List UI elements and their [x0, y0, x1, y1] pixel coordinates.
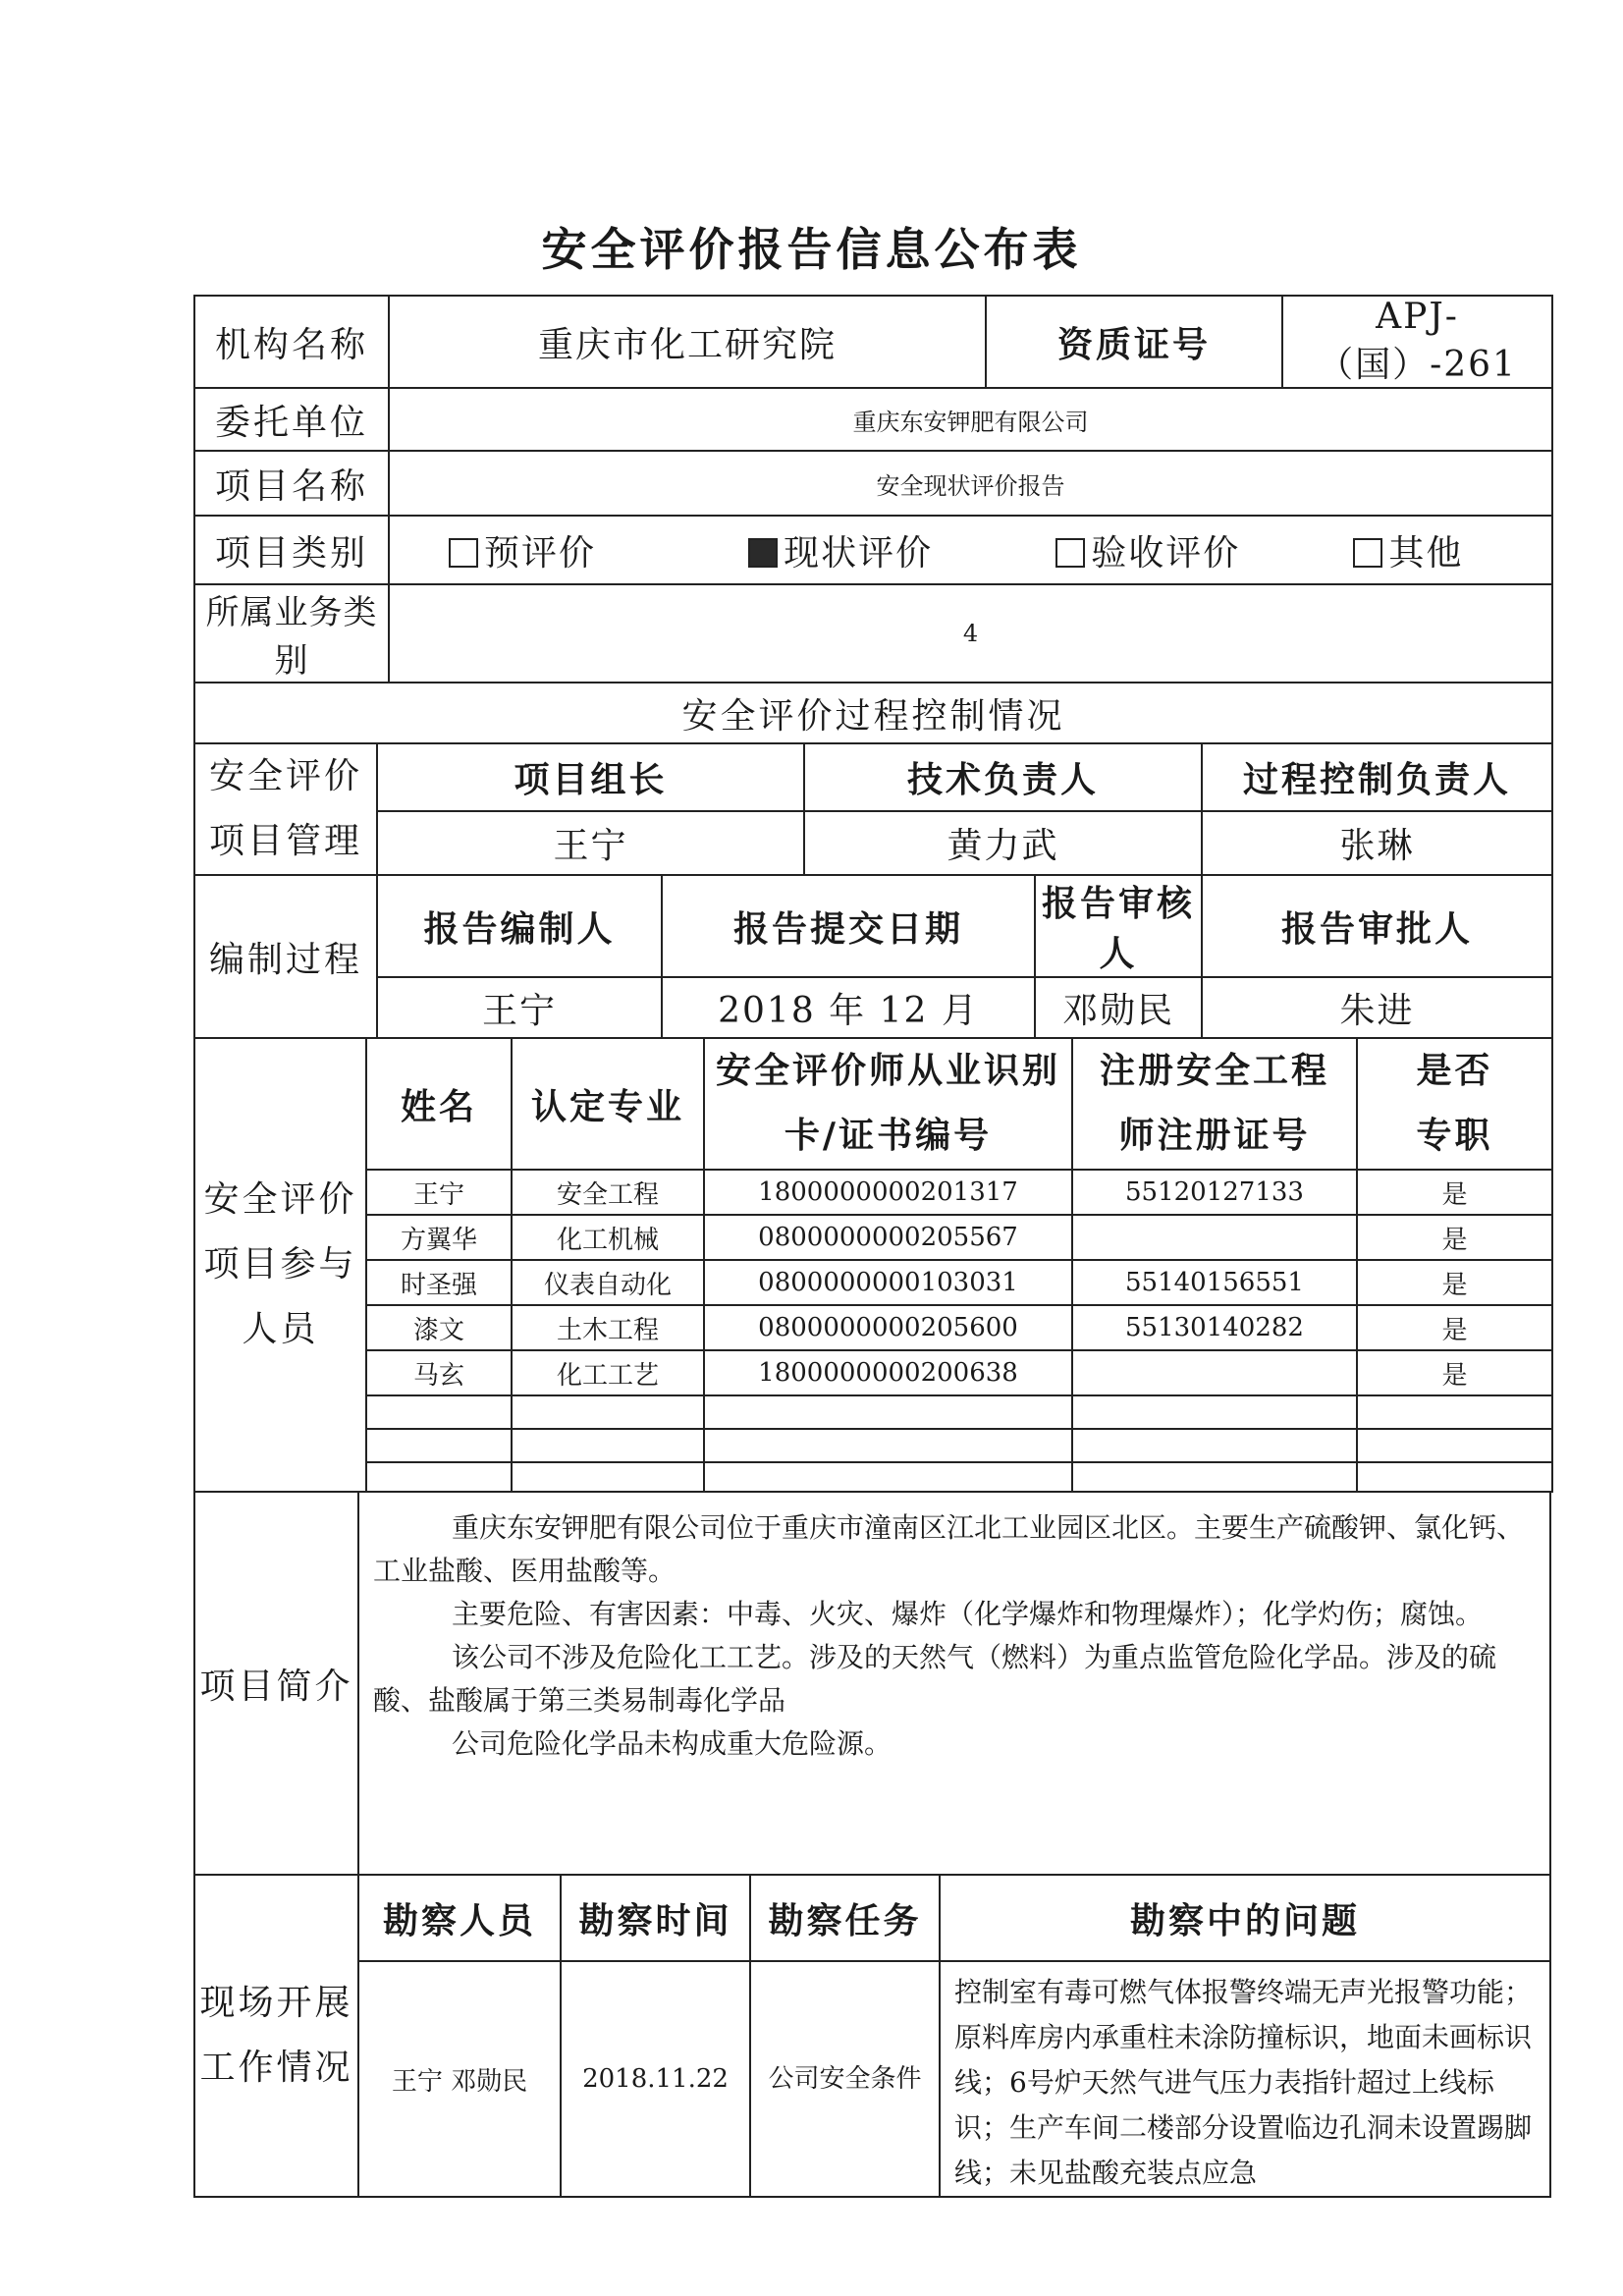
- participant-major: [512, 1429, 704, 1462]
- site-label-line-1: 现场开展: [199, 1983, 353, 2023]
- participant-name: [366, 1462, 512, 1492]
- participant-card-no: [704, 1395, 1072, 1429]
- participants-table: [193, 1037, 1553, 1493]
- participant-reg-no: [1072, 1429, 1357, 1462]
- mgmt-value-control: 张琳: [1202, 811, 1552, 875]
- table-row: [194, 1350, 1552, 1395]
- site-task: 公司安全条件: [750, 1961, 940, 2197]
- site-problems: 控制室有毒可燃气体报警终端无声光报警功能；原料库房内承重柱未涂防撞标识，地面未画标识线；6号炉天然气进气压力表指针超过上线标识；生产车间二楼部分设置临边孔洞未设置踢脚线；未见盐酸充装点应急: [940, 1961, 1550, 2197]
- col-header-fulltime: 是否 专职: [1357, 1038, 1552, 1170]
- intro-table: [193, 1491, 1551, 1876]
- participant-fulltime: 是: [1357, 1260, 1552, 1305]
- compile-header-author: 报告编制人: [377, 875, 662, 977]
- compile-header-date: 报告提交日期: [662, 875, 1035, 977]
- compile-value-author: 王宁: [377, 977, 662, 1038]
- participant-fulltime: [1357, 1462, 1552, 1492]
- category-option-other[interactable]: 其他: [1353, 525, 1463, 575]
- table-row: [194, 1462, 1552, 1492]
- intro-label: 项目简介: [194, 1492, 358, 1875]
- table-row: [194, 1305, 1552, 1350]
- participant-major: [512, 1462, 704, 1492]
- basic-info-table: [193, 295, 1553, 744]
- col-header-major: 认定专业: [512, 1038, 704, 1170]
- checkbox-icon[interactable]: [1055, 538, 1085, 568]
- compile-value-approver: 朱进: [1202, 977, 1552, 1038]
- process-table: [193, 742, 1553, 1039]
- mgmt-label-line-2: 项目管理: [208, 821, 362, 861]
- participant-name: 马玄: [366, 1350, 512, 1395]
- participant-reg-no: [1072, 1462, 1357, 1492]
- participant-major: 土木工程: [512, 1305, 704, 1350]
- mgmt-label: [194, 743, 377, 875]
- participant-name: [366, 1395, 512, 1429]
- checkbox-icon[interactable]: [449, 538, 478, 568]
- participant-fulltime: 是: [1357, 1215, 1552, 1260]
- client-label: 委托单位: [194, 388, 389, 451]
- category-option-acceptance[interactable]: 验收评价: [1055, 525, 1240, 575]
- table-row: [194, 1429, 1552, 1462]
- intro-paragraph: 公司危险化学品未构成重大危险源。: [452, 1727, 893, 1760]
- table-row: [194, 1260, 1552, 1305]
- category-option-current[interactable]: 现状评价: [748, 525, 933, 575]
- org-label-cell: 机构名称: [194, 296, 389, 388]
- checkbox-icon[interactable]: [1353, 538, 1382, 568]
- participant-card-no: 1800000000201317: [704, 1170, 1072, 1215]
- participant-card-no: 0800000000205567: [704, 1215, 1072, 1260]
- intro-text: [358, 1492, 1550, 1875]
- table-row: [194, 1170, 1552, 1215]
- table-row: [194, 1395, 1552, 1429]
- mgmt-header-leader: 项目组长: [377, 743, 804, 811]
- participant-fulltime: [1357, 1395, 1552, 1429]
- category-options: [389, 516, 1552, 584]
- intro-paragraph: 该公司不涉及危险化工工艺。涉及的天然气（燃料）为重点监管危险化学品。涉及的硫酸、盐酸属于第三类易制毒化学品: [373, 1641, 1497, 1717]
- participant-name: 方翼华: [366, 1215, 512, 1260]
- participants-label-line-1: 安全评价: [203, 1179, 357, 1220]
- page-title: 安全评价报告信息公布表: [541, 223, 1082, 276]
- site-table: [193, 1874, 1551, 2198]
- site-header-time: 勘察时间: [561, 1875, 750, 1961]
- site-header-surveyors: 勘察人员: [358, 1875, 561, 1961]
- mgmt-header-tech: 技术负责人: [804, 743, 1202, 811]
- process-section-title: 安全评价过程控制情况: [194, 683, 1552, 743]
- site-header-task: 勘察任务: [750, 1875, 940, 1961]
- business-label: 所属业务类别: [194, 584, 389, 683]
- participant-reg-no: [1072, 1350, 1357, 1395]
- participant-major: [512, 1395, 704, 1429]
- participant-reg-no: 55140156551: [1072, 1260, 1357, 1305]
- participant-fulltime: [1357, 1429, 1552, 1462]
- participant-fulltime: 是: [1357, 1305, 1552, 1350]
- participant-reg-no: [1072, 1215, 1357, 1260]
- mgmt-header-control: 过程控制负责人: [1202, 743, 1552, 811]
- participant-major: 化工工艺: [512, 1350, 704, 1395]
- mgmt-label-line-1: 安全评价: [208, 756, 362, 796]
- col-header-name: 姓名: [366, 1038, 512, 1170]
- col-header-reg: 注册安全工程 师注册证号: [1072, 1038, 1357, 1170]
- mgmt-value-leader: 王宁: [377, 811, 804, 875]
- participant-name: 漆文: [366, 1305, 512, 1350]
- compile-value-date: 2018 年 12 月: [662, 977, 1035, 1038]
- participant-name: [366, 1429, 512, 1462]
- participant-reg-no: 55120127133: [1072, 1170, 1357, 1215]
- compile-value-reviewer: 邓勋民: [1035, 977, 1202, 1038]
- site-header-problems: 勘察中的问题: [940, 1875, 1550, 1961]
- category-option-pre[interactable]: 预评价: [449, 525, 596, 575]
- participant-card-no: 0800000000103031: [704, 1260, 1072, 1305]
- participant-card-no: 0800000000205600: [704, 1305, 1072, 1350]
- compile-label: 编制过程: [194, 875, 377, 1038]
- site-label: [194, 1875, 358, 2197]
- participant-major: 化工机械: [512, 1215, 704, 1260]
- participant-card-no: [704, 1462, 1072, 1492]
- mgmt-value-tech: 黄力武: [804, 811, 1202, 875]
- cert-value-cell: APJ-（国）-261: [1282, 296, 1552, 388]
- org-value-cell: 重庆市化工研究院: [389, 296, 986, 388]
- participant-card-no: 1800000000200638: [704, 1350, 1072, 1395]
- compile-header-approver: 报告审批人: [1202, 875, 1552, 977]
- table-row: [194, 1215, 1552, 1260]
- project-value: 安全现状评价报告: [389, 451, 1552, 516]
- category-label: 项目类别: [194, 516, 389, 584]
- participant-major: 安全工程: [512, 1170, 704, 1215]
- cert-label-cell: 资质证号: [986, 296, 1282, 388]
- project-label: 项目名称: [194, 451, 389, 516]
- participant-fulltime: 是: [1357, 1350, 1552, 1395]
- participant-reg-no: [1072, 1395, 1357, 1429]
- intro-paragraph: 重庆东安钾肥有限公司位于重庆市潼南区江北工业园区北区。主要生产硫酸钾、氯化钙、工业盐酸、医用盐酸等。: [373, 1511, 1525, 1587]
- form: [193, 295, 1551, 2198]
- site-date: 2018.11.22: [561, 1961, 750, 2197]
- client-value: 重庆东安钾肥有限公司: [389, 388, 1552, 451]
- site-label-line-2: 工作情况: [199, 2048, 353, 2088]
- participant-reg-no: 55130140282: [1072, 1305, 1357, 1350]
- site-surveyors: 王宁 邓勋民: [358, 1961, 561, 2197]
- col-header-card: 安全评价师从业识别 卡/证书编号: [704, 1038, 1072, 1170]
- compile-header-reviewer: 报告审核人: [1035, 875, 1202, 977]
- participants-label-line-3: 人员: [242, 1309, 319, 1349]
- participant-card-no: [704, 1429, 1072, 1462]
- business-value: 4: [389, 584, 1552, 683]
- participant-major: 仪表自动化: [512, 1260, 704, 1305]
- participants-label-line-2: 项目参与: [203, 1244, 357, 1285]
- participants-label: [194, 1038, 366, 1492]
- participant-name: 时圣强: [366, 1260, 512, 1305]
- checkbox-checked-icon[interactable]: [748, 538, 778, 568]
- participant-fulltime: 是: [1357, 1170, 1552, 1215]
- intro-paragraph: 主要危险、有害因素：中毒、火灾、爆炸（化学爆炸和物理爆炸）；化学灼伤；腐蚀。: [452, 1598, 1484, 1630]
- participant-name: 王宁: [366, 1170, 512, 1215]
